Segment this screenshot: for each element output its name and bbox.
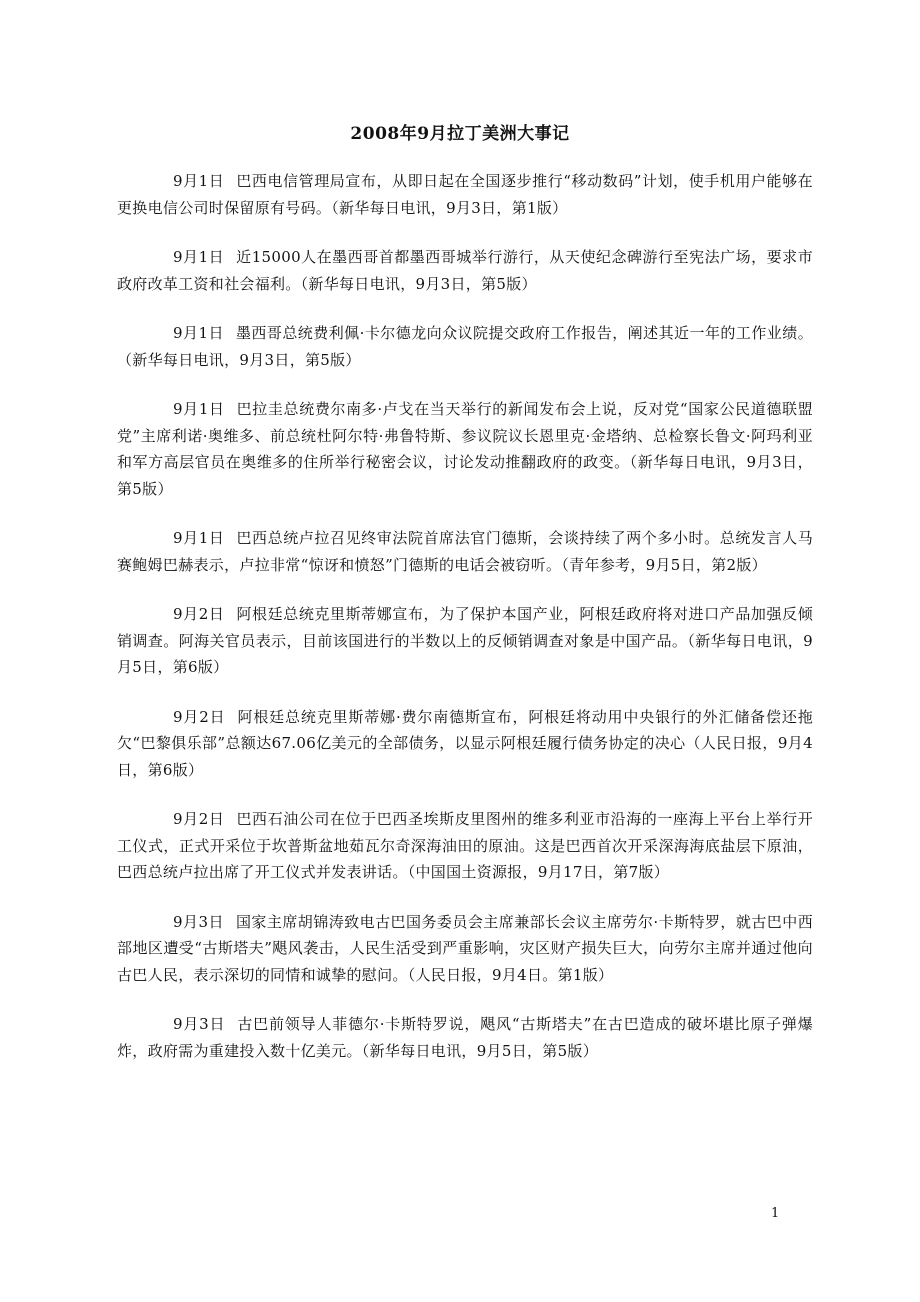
entry-text: 国家主席胡锦涛致电古巴国务委员会主席兼部长会议主席劳尔·卡斯特罗，就古巴中西部地区遭受“古斯塔夫”飓风袭击，人民生活受到严重影响，灾区财产损失巨大，向劳尔主席并通过他向古巴人民，表示深切的同情和诚挚的慰问。（人民日报，9月4日。第1版）: [117, 912, 814, 984]
chronicle-entry: [117, 244, 813, 297]
entry-text: 巴西石油公司在位于巴西圣埃斯皮里图州的维多利亚市沿海的一座海上平台上举行开工仪式，正式开采位于坎普斯盆地茹瓦尔奇深海油田的原油。这是巴西首次开采深海海底盐层下原油，巴西总统卢拉出席了开工仪式并发表讲话。（中国国土资源报，9月17日，第7版）: [117, 810, 813, 881]
entry-text: 阿根廷总统克里斯蒂娜·费尔南德斯宣布，阿根廷将动用中央银行的外汇储备偿还拖欠“巴黎俱乐部”总额达67.06亿美元的全部债务，以显示阿根廷履行债务协定的决心（人民日报，9月4日，第6版）: [117, 707, 814, 779]
entry-date: 9月3日: [173, 1015, 226, 1033]
chronicle-entry: [117, 601, 813, 681]
entry-text: 巴拉圭总统费尔南多·卢戈在当天举行的新闻发布会上说，反对党“国家公民道德联盟党”主席利诺·奥维多、前总统杜阿尔特·弗鲁特斯、参议院议长恩里克·金塔纳、总检察长鲁文·阿玛利亚和军方高层官员在奥维多的住所举行秘密会议，讨论发动推翻政府的政变。（新华每日电讯，9月3日，第5版）: [117, 400, 813, 498]
page-number: 1: [771, 1206, 780, 1221]
entry-date: 9月1日: [173, 400, 225, 418]
entry-date: 9月1日: [173, 248, 225, 266]
entry-date: 9月2日: [173, 707, 226, 726]
chronicle-entry: [117, 806, 813, 886]
entry-text: 巴西电信管理局宣布，从即日起在全国逐步推行“移动数码”计划，使手机用户能够在更换电信公司时保留原有号码。（新华每日电讯，9月3日，第1版）: [117, 172, 813, 217]
chronicle-entry: [117, 525, 813, 578]
entry-text: 古巴前领导人菲德尔·卡斯特罗说，飓风“古斯塔夫”在古巴造成的破坏堪比原子弹爆炸，政府需为重建投入数十亿美元。（新华每日电讯，9月5日，第5版）: [117, 1015, 813, 1060]
entry-date: 9月2日: [173, 810, 225, 828]
entry-date: 9月1日: [173, 529, 225, 547]
chronicle-entry: [117, 704, 813, 784]
entry-text: 墨西哥总统费利佩·卡尔德龙向众议院提交政府工作报告，阐述其近一年的工作业绩。（新华每日电讯，9月3日，第5版）: [117, 324, 814, 369]
document-title: 2008年9月拉丁美洲大事记: [350, 124, 570, 144]
chronicle-entry: [117, 168, 813, 221]
chronicle-entry: [117, 396, 813, 502]
entry-text: 阿根廷总统克里斯蒂娜宣布，为了保护本国产业，阿根廷政府将对进口产品加强反倾销调查。阿海关官员表示，目前该国进行的半数以上的反倾销调查对象是中国产品。（新华每日电讯，9月5日，第6版）: [117, 605, 813, 676]
entry-date: 9月3日: [173, 912, 224, 931]
chronicle-entry: [117, 909, 813, 989]
chronicle-entry: [117, 1011, 813, 1064]
entry-date: 9月1日: [173, 324, 224, 342]
entry-text: 巴西总统卢拉召见终审法院首席法官门德斯，会谈持续了两个多小时。总统发言人马赛鲍姆巴赫表示，卢拉非常“惊讶和愤怒”门德斯的电话会被窃听。（青年参考，9月5日，第2版）: [117, 529, 813, 574]
chronicle-entries: [117, 168, 813, 1087]
entry-date: 9月1日: [173, 172, 225, 190]
entry-text: 近15000人在墨西哥首都墨西哥城举行游行，从天使纪念碑游行至宪法广场，要求市政府改革工资和社会福利。（新华每日电讯，9月3日，第5版）: [117, 248, 814, 293]
chronicle-entry: [117, 320, 813, 373]
entry-date: 9月2日: [173, 605, 225, 623]
